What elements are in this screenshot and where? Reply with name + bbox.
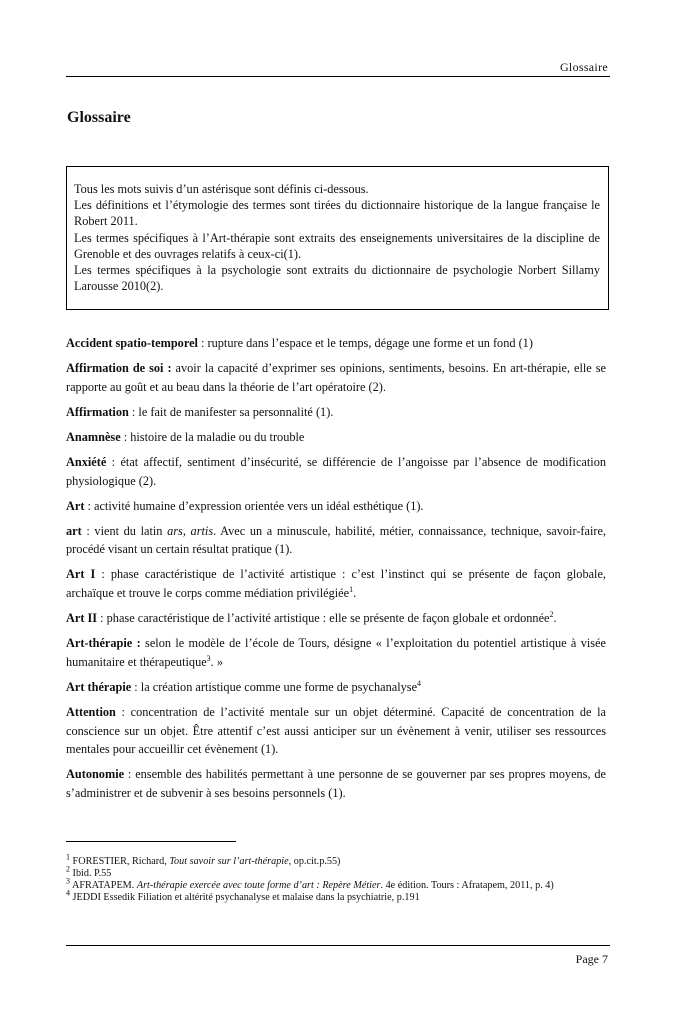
entry-term: Art II [66, 611, 98, 626]
footnote-ref[interactable]: 4 [417, 678, 422, 688]
entry-definition: : phase caractéristique de l’activité artistique : c’est l’instinct qui se présente de façon globale, archaïque et trouve le corps comme médiation privilégiée [66, 567, 607, 601]
footnote-text: FORESTIER, Richard, [70, 856, 170, 867]
intro-line: Les termes spécifiques à la psychologie sont extraits du dictionnaire de psychologie Norbert Sillamy Larousse 2010(2). [74, 263, 600, 294]
entry-definition-end: . » [210, 654, 223, 669]
footnotes [66, 852, 608, 904]
entry-definition-end: . [553, 611, 557, 626]
footnote-text: JEDDI Essedik Filiation et altérité psychanalyse et malaise dans la psychiatrie, p.191 [70, 892, 420, 903]
entry-definition: : phase caractéristique de l’activité artistique : elle se présente de façon globale et ordonnée [97, 611, 550, 626]
entry-term: Art-thérapie : [66, 636, 141, 651]
footnote-number: 1 [66, 852, 70, 862]
glossary-entry [66, 703, 606, 759]
glossary-entry [66, 359, 606, 396]
entry-definition: : le fait de manifester sa personnalité (1). [128, 404, 334, 419]
footnote [66, 876, 608, 892]
footnote [66, 852, 608, 868]
entry-definition: : concentration de l’activité mentale sur un objet déterminé. Capacité de concentration de la conscience sur un objet. Être attentif c’est aussi anticiper sur un évènement à venir, utiliser ses ressources mentales pour accueillir cet évènement (1). [66, 705, 606, 757]
footnote-number: 2 [66, 864, 70, 874]
entry-term: Affirmation de soi : [66, 361, 172, 376]
entry-term: Autonomie [66, 767, 125, 782]
glossary-entry [66, 609, 606, 628]
entry-term: Anamnèse [66, 429, 121, 444]
glossary-entry [66, 334, 606, 353]
entry-term: Affirmation [66, 404, 129, 419]
entry-term: Art [66, 498, 85, 513]
entry-term: Art I [66, 567, 96, 582]
footnote [66, 864, 608, 880]
entry-definition: selon le modèle de l’école de Tours, désigne « l’exploitation du potentiel artistique à visée humanitaire et thérapeutique [66, 636, 606, 669]
glossary-entry [66, 678, 606, 697]
footnote-text: AFRATAPEM. [70, 880, 137, 891]
entry-definition: : ensemble des habilités permettant à une personne de se gouverner par ses propres moyens, de s’administrer et de subvenir à ses besoins personnels (1). [66, 767, 606, 800]
entry-definition: . Avec un a minuscule, habilité, métier, connaissance, technique, savoir-faire, procédé visant un certain résultat pratique (1). [66, 523, 607, 557]
entry-definition: : histoire de la maladie ou du trouble [120, 429, 305, 444]
footnote-text-end: , op.cit.p.55) [288, 856, 341, 867]
glossary-entry [66, 428, 606, 447]
glossary-entry [66, 565, 606, 602]
header-rule [66, 76, 610, 77]
glossary-entry [66, 522, 606, 559]
entry-term: Accident spatio-temporel [66, 336, 198, 350]
footnote-separator [66, 841, 236, 842]
entry-term: Art thérapie [66, 679, 132, 694]
intro-line: Tous les mots suivis d’un astérisque sont définis ci-dessous. [74, 182, 369, 196]
page-number: Page 7 [575, 952, 608, 966]
entry-definition: : état affectif, sentiment d’insécurité, se différencie de l’angoisse par l’absence de modification physiologique (2). [66, 454, 606, 488]
footnote-ref[interactable]: 3 [206, 653, 211, 663]
entry-definition: : la création artistique comme une forme de psychanalyse [131, 679, 418, 694]
footnote-ref[interactable]: 2 [549, 610, 554, 620]
footnote-number: 4 [66, 888, 70, 898]
entry-definition: : rupture dans l’espace et le temps, dégage une forme et un fond (1) [197, 336, 533, 350]
intro-line: Les termes spécifiques à l’Art-thérapie sont extraits des enseignements universitaires de la discipline de Grenoble et des ouvrages relatifs à ceux-ci(1). [74, 230, 600, 261]
page-title: Glossaire [67, 109, 131, 126]
glossary-entry [66, 497, 606, 516]
entry-term: Attention [66, 705, 116, 719]
footnote-text-end: . 4e édition. Tours : Afratapem, 2011, p. 4) [380, 880, 554, 891]
footnote-number: 3 [66, 876, 70, 886]
intro-line: Les définitions et l’étymologie des termes sont tirées du dictionnaire historique de la langue française le Robert 2011. [74, 198, 600, 229]
glossary-entry [66, 765, 606, 802]
entry-definition: avoir la capacité d’exprimer ses opinions, sentiments, besoins. En art-thérapie, elle se rapporte au goût et au beau dans la théorie de l’art opératoire (2). [66, 361, 606, 394]
glossary-entry [66, 403, 606, 422]
glossary-entry [66, 634, 606, 671]
entry-definition-end: . [353, 586, 357, 601]
entry-definition: : activité humaine d’expression orientée vers un idéal esthétique (1). [84, 498, 424, 513]
entry-term: art [66, 523, 82, 538]
footer-rule [66, 945, 610, 946]
footnote-title: Art-thérapie exercée avec toute forme d’art : Repère Métier [136, 880, 381, 891]
glossary-entry [66, 453, 606, 490]
footnote-title: Tout savoir sur l’art-thérapie [169, 856, 289, 867]
entry-definition: : vient du latin [81, 523, 168, 538]
intro-box [66, 166, 609, 310]
footnote-ref[interactable]: 1 [349, 584, 354, 594]
footnote [66, 888, 608, 904]
glossary-entries [66, 334, 606, 809]
footnote-text: Ibid. P.55 [70, 868, 112, 879]
entry-definition-italic: ars, artis [167, 523, 214, 538]
running-header: Glossaire [559, 60, 608, 74]
entry-term: Anxiété [66, 454, 107, 469]
